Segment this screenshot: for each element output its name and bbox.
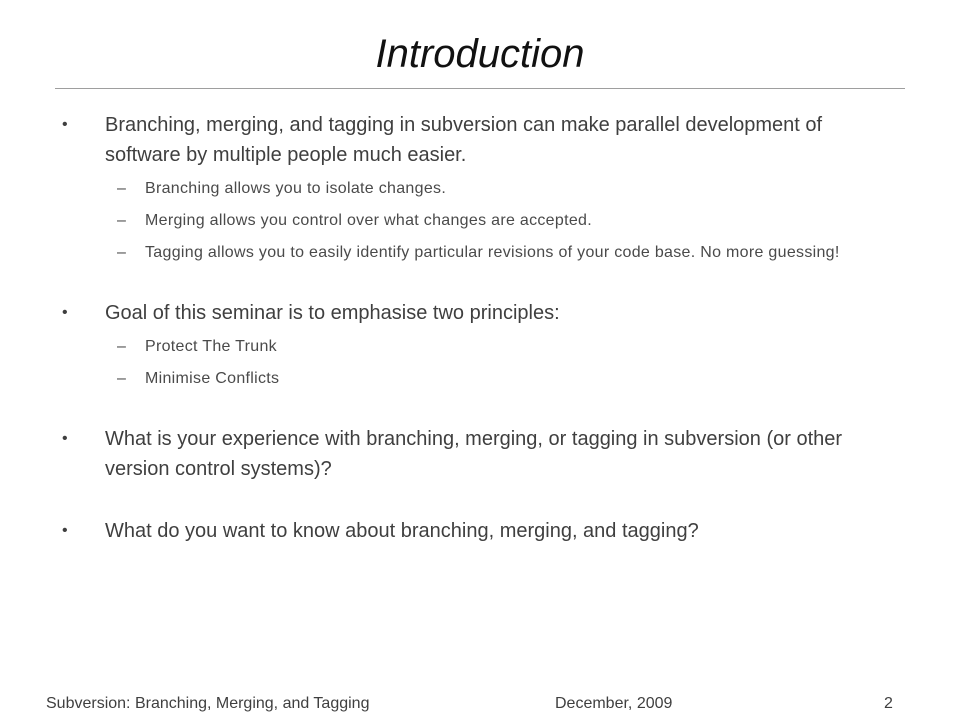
bullet-item: [60, 516, 900, 546]
bullet-item: [60, 298, 900, 328]
bullet-mark: •: [62, 116, 68, 133]
sub-bullet-text: Branching allows you to isolate changes.: [145, 180, 447, 197]
sub-bullet-item: [60, 366, 900, 392]
sub-bullet-item: [60, 334, 900, 360]
bullet-mark: •: [62, 522, 68, 539]
dash-mark: –: [117, 338, 127, 355]
sub-bullet-text: Tagging allows you to easily identify particular revisions of your code base. No more guessing!: [145, 244, 840, 261]
slide-title: Introduction: [375, 32, 585, 76]
sub-bullet-item: [60, 240, 900, 266]
dash-mark: –: [117, 370, 127, 387]
bullet-mark: •: [62, 430, 68, 447]
bullet-mark: •: [62, 304, 68, 321]
title-divider: [55, 88, 905, 89]
sub-bullet-text: Protect The Trunk: [145, 338, 277, 355]
sub-bullet-item: [60, 208, 900, 234]
sub-bullet-item: [60, 176, 900, 202]
bullet-item: [60, 110, 900, 170]
bullet-item: [60, 424, 900, 484]
page-number: 2: [884, 695, 893, 712]
sub-bullet-text: Merging allows you control over what changes are accepted.: [145, 212, 592, 229]
footer-title: Subversion: Branching, Merging, and Tagging: [46, 695, 370, 712]
bullet-text: Goal of this seminar is to emphasise two principles:: [105, 302, 560, 324]
bullet-text: What do you want to know about branching, merging, and tagging?: [105, 520, 699, 542]
dash-mark: –: [117, 244, 127, 261]
sub-bullet-text: Minimise Conflicts: [145, 370, 280, 387]
footer-date: December, 2009: [555, 695, 673, 712]
dash-mark: –: [117, 180, 127, 197]
bullet-text: Branching, merging, and tagging in subversion can make parallel development of software by multiple people much easier.: [105, 114, 823, 166]
slide-body: [60, 110, 900, 546]
dash-mark: –: [117, 212, 127, 229]
bullet-text: What is your experience with branching, merging, or tagging in subversion (or other version control systems)?: [105, 428, 843, 480]
